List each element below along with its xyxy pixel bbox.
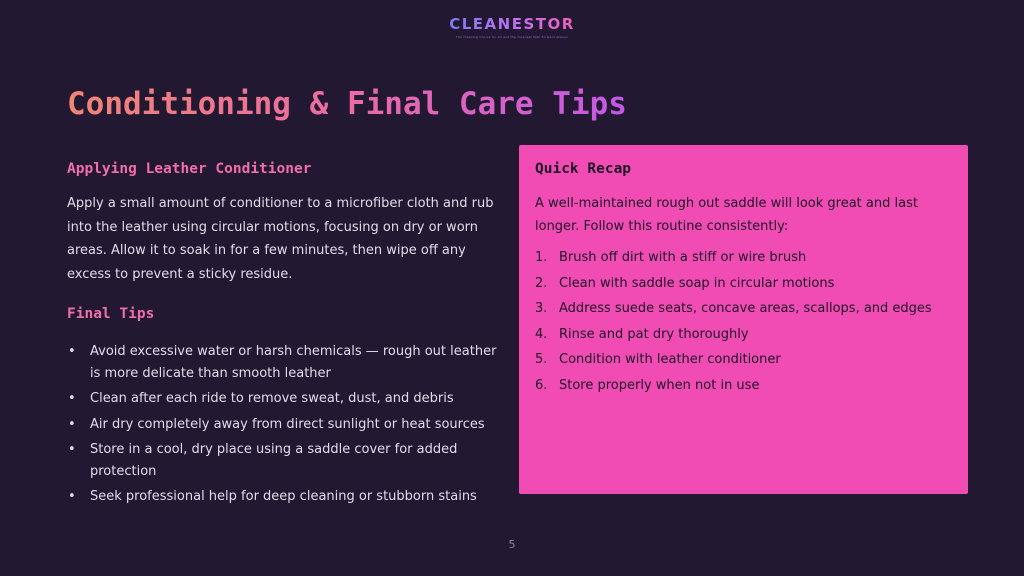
step-number: 2. (535, 275, 548, 291)
step-text: Condition with leather conditioner (559, 352, 781, 367)
conditioner-heading: Applying Leather Conditioner (67, 161, 312, 177)
final-tips-list (67, 341, 499, 508)
final-tips-heading: Final Tips (67, 306, 155, 322)
recap-step (535, 349, 952, 370)
tip-text: Avoid excessive water or harsh chemicals — rough out leather is more delicate than smooth leather (90, 344, 497, 381)
tip-text: Seek professional help for deep cleaning or stubborn stains (90, 489, 477, 504)
conditioner-body: Apply a small amount of conditioner to a microfiber cloth and rub into the leather using circular motions, focusing on dry or worn areas. Allow it to soak in for a few minutes, then wipe off any excess to prevent a sticky residue. (67, 196, 494, 282)
bullet-icon: • (68, 442, 76, 457)
step-number: 4. (535, 326, 548, 342)
bullet-icon: • (68, 489, 76, 504)
recap-step (535, 324, 952, 345)
recap-step (535, 375, 952, 396)
page-number: 5 (508, 538, 516, 551)
step-number: 1. (535, 250, 548, 265)
recap-step (535, 247, 952, 268)
tip-item (67, 486, 499, 508)
tip-text: Clean after each ride to remove sweat, dust, and debris (90, 391, 454, 406)
step-text: Address suede seats, concave areas, scallops, and edges (559, 301, 932, 316)
recap-step (535, 298, 952, 319)
tip-item (67, 341, 499, 384)
recap-intro: A well-maintained rough out saddle will look great and last longer. Follow this routine consistently: (535, 196, 918, 234)
bullet-icon: • (68, 391, 76, 406)
step-text: Rinse and pat dry thoroughly (559, 326, 749, 342)
tip-item (67, 414, 499, 436)
bullet-icon: • (68, 416, 76, 432)
tip-item (67, 388, 499, 410)
step-text: Brush off dirt with a stiff or wire brush (559, 250, 807, 265)
logo-tagline: The Cleaning Choice for All and the Cleanest Path Forward Always (456, 35, 568, 39)
step-number: 6. (535, 377, 548, 393)
quick-recap-panel (519, 145, 968, 494)
bullet-icon: • (68, 344, 76, 359)
recap-steps-list (535, 247, 952, 396)
step-number: 3. (535, 301, 548, 316)
recap-step (535, 273, 952, 294)
slide-title: Conditioning & Final Care Tips (67, 82, 627, 126)
tip-text: Store in a cool, dry place using a saddle cover for added protection (90, 442, 458, 479)
recap-title: Quick Recap (535, 161, 632, 177)
step-text: Store properly when not in use (559, 377, 760, 393)
tip-item (67, 439, 499, 482)
left-column (67, 158, 499, 512)
logo-wordmark: CLEANESTOR (449, 15, 575, 33)
step-text: Clean with saddle soap in circular motions (559, 275, 835, 291)
tip-text: Air dry completely away from direct sunlight or heat sources (90, 416, 485, 432)
brand-logo (0, 14, 1024, 40)
step-number: 5. (535, 352, 548, 367)
